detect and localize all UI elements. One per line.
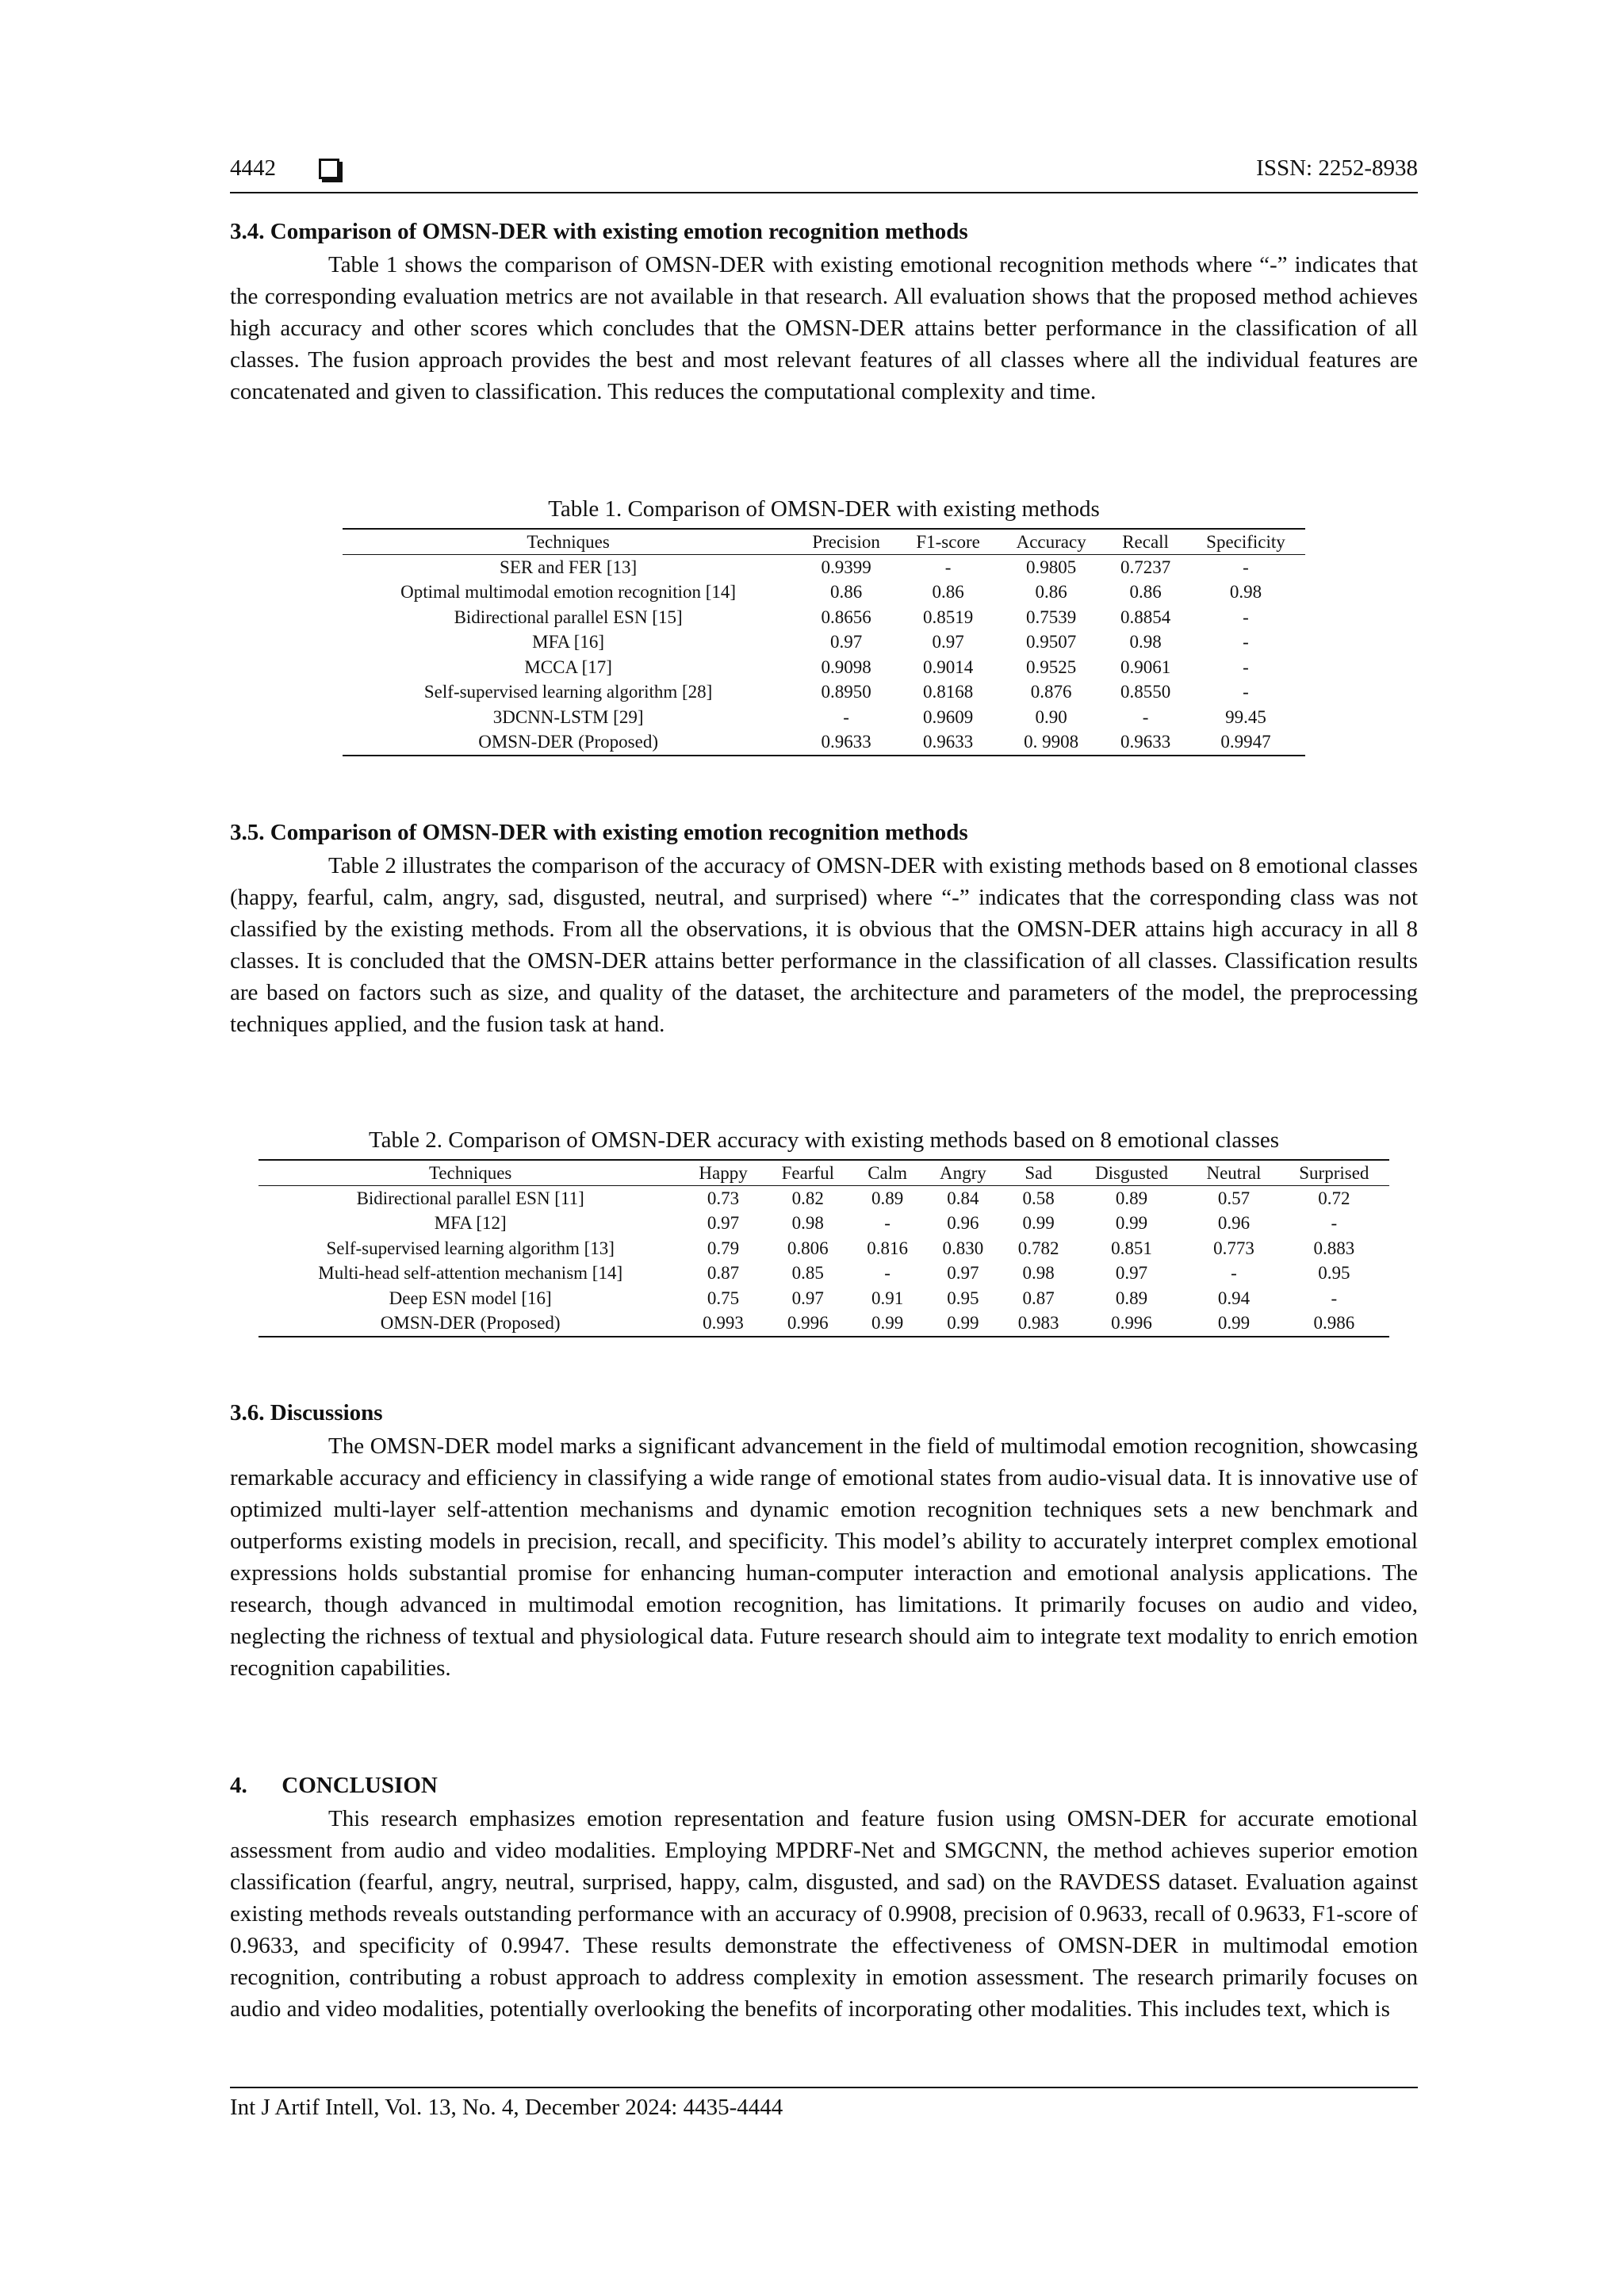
table1-cell: 0.9525 bbox=[1026, 656, 1077, 677]
table2-cell: 0.97 bbox=[791, 1288, 824, 1308]
table2-cell: - bbox=[884, 1263, 891, 1284]
table1-cell: 0.97 bbox=[932, 632, 964, 652]
table1-row bbox=[343, 655, 1305, 680]
table1-cell: 0.8950 bbox=[821, 682, 871, 702]
paragraph-3-4: Table 1 shows the comparison of OMSN-DER with existing emotional recognition methods where “-” indicates that the corresponding evaluation metrics are not available in that research. All evaluation shows that the proposed method achieves high accuracy and other scores which concludes that the OMSN-DER attains better performance in the classification of all classes. The fusion approach provides the best and most relevant features of all classes where all the individual features are concatenated and given to classification. This reduces the computational complexity and time. bbox=[230, 252, 1418, 404]
table2-cell: Bidirectional parallel ESN [11] bbox=[356, 1188, 584, 1208]
table2-header-cell: Angry bbox=[923, 1160, 1002, 1186]
table2-cell: 0.85 bbox=[791, 1263, 824, 1284]
table1-cell: 0.8519 bbox=[922, 607, 974, 627]
table1-cell: 0.9609 bbox=[922, 706, 974, 727]
table2-cell: 0.98 bbox=[791, 1213, 824, 1234]
table2-cell: 0.97 bbox=[1115, 1263, 1148, 1284]
table1-header-cell: Accuracy bbox=[998, 529, 1105, 555]
page-number: 4442 bbox=[230, 155, 276, 181]
table1-cell: 0.8854 bbox=[1120, 607, 1171, 627]
table2-cell: 0.96 bbox=[1217, 1213, 1251, 1234]
table2-caption: Table 2. Comparison of OMSN-DER accuracy with existing methods based on 8 emotional classes bbox=[368, 1127, 1280, 1153]
page-footer bbox=[230, 2087, 1418, 2121]
section-heading-3-5: 3.5. Comparison of OMSN-DER with existing emotion recognition methods bbox=[230, 820, 968, 845]
table2-cell: 0.95 bbox=[1318, 1263, 1350, 1284]
table2-cell: 0.89 bbox=[1115, 1288, 1148, 1308]
table1-cell: MCCA [17] bbox=[524, 656, 612, 677]
section-heading-4: 4. CONCLUSION bbox=[230, 1773, 438, 1798]
table1-cell: 0.7539 bbox=[1026, 607, 1077, 627]
table2-cell: - bbox=[1331, 1288, 1338, 1308]
table2-row bbox=[259, 1236, 1389, 1261]
table2-cell: 0.816 bbox=[867, 1238, 908, 1258]
table1-cell: 0.9633 bbox=[1105, 730, 1186, 756]
table2-cell: 0.87 bbox=[707, 1263, 740, 1284]
table1-cell: 0.86 bbox=[1035, 582, 1067, 603]
table1-row bbox=[343, 580, 1305, 606]
table1-cell: - bbox=[1243, 557, 1249, 577]
table2-cell: Self-supervised learning algorithm [13] bbox=[326, 1238, 615, 1258]
table1-cell: 0.9805 bbox=[1026, 557, 1077, 577]
table1-cell: 0.9507 bbox=[1026, 632, 1077, 652]
table1-header-cell: Techniques bbox=[343, 529, 794, 555]
table2-cell: 0.97 bbox=[707, 1213, 740, 1234]
table2-cell: 0.782 bbox=[1017, 1238, 1059, 1258]
table2-cell: 0.996 bbox=[1074, 1311, 1189, 1337]
table1-cell: Self-supervised learning algorithm [28] bbox=[423, 682, 713, 702]
table1-cell: 0.86 bbox=[1129, 582, 1162, 603]
page-header bbox=[230, 155, 1418, 193]
table2-cell: 0.79 bbox=[707, 1238, 740, 1258]
table1-row bbox=[343, 705, 1305, 730]
table2-cell: 0.996 bbox=[764, 1311, 852, 1337]
table2-cell: 0.98 bbox=[1022, 1263, 1055, 1284]
table2-cell: 0.983 bbox=[1002, 1311, 1074, 1337]
table1-cell: 0.86 bbox=[830, 582, 863, 603]
table2-cell: - bbox=[1231, 1263, 1237, 1284]
table2-cell: 0.58 bbox=[1022, 1188, 1055, 1208]
table2-row bbox=[259, 1286, 1389, 1311]
table2-header-cell: Surprised bbox=[1279, 1160, 1389, 1186]
table1-cell: - bbox=[843, 706, 849, 727]
table2-header-cell: Calm bbox=[852, 1160, 924, 1186]
table1-cell: 0.9014 bbox=[922, 656, 974, 677]
table2-cell: 0.91 bbox=[871, 1288, 904, 1308]
table1-cell: - bbox=[1243, 607, 1249, 627]
table2-cell: - bbox=[884, 1213, 891, 1234]
square-icon bbox=[319, 159, 339, 179]
table1-cell: Optimal multimodal emotion recognition [14] bbox=[400, 582, 737, 603]
table1-cell: 0.9633 bbox=[898, 730, 998, 756]
table2-cell: 0.89 bbox=[1115, 1188, 1148, 1208]
section-heading-3-4: 3.4. Comparison of OMSN-DER with existing emotion recognition methods bbox=[230, 219, 968, 244]
table2-header-cell: Sad bbox=[1002, 1160, 1074, 1186]
table2-header-cell: Happy bbox=[682, 1160, 764, 1186]
table1-header-cell: Precision bbox=[794, 529, 898, 555]
issn: ISSN: 2252-8938 bbox=[1256, 155, 1418, 181]
table2-cell: 0.82 bbox=[791, 1188, 824, 1208]
table1-cell: 99.45 bbox=[1225, 706, 1266, 727]
table2-cell: 0.84 bbox=[947, 1188, 979, 1208]
table2 bbox=[259, 1159, 1389, 1337]
table2-cell: 0.99 bbox=[1022, 1213, 1055, 1234]
table1-cell: MFA [16] bbox=[532, 632, 605, 652]
paragraph-3-6: The OMSN-DER model marks a significant advancement in the field of multimodal emotion recognition, showcasing remarkable accuracy and efficiency in classifying a wide range of emotional states from audio-visual data. It is innovative use of optimized multi-layer self-attention mechanisms and dynamic emotion recognition techniques sets a new benchmark and outperforms existing models in precision, recall, and specificity. This model’s ability to accurately interpret complex emotional expressions holds substantial promise for enhancing human-computer interaction and emotional analysis applications. The research, though advanced in multimodal emotion recognition, has limitations. It primarily focuses on audio and video, neglecting the richness of textual and physiological data. Future research should aim to integrate text modality to enrich emotion recognition capabilities. bbox=[230, 1433, 1418, 1681]
table2-cell: 0.851 bbox=[1111, 1238, 1152, 1258]
table1-row bbox=[343, 605, 1305, 630]
table2-cell: Multi-head self-attention mechanism [14] bbox=[318, 1263, 623, 1284]
table2-row bbox=[259, 1261, 1389, 1287]
table2-cell: 0.99 bbox=[923, 1311, 1002, 1337]
table1 bbox=[343, 528, 1305, 756]
section-heading-3-6: 3.6. Discussions bbox=[230, 1400, 383, 1425]
table2-cell: OMSN-DER (Proposed) bbox=[259, 1311, 682, 1337]
table1-cell: 0.876 bbox=[1030, 682, 1072, 702]
table1-cell: 0.9098 bbox=[821, 656, 871, 677]
table2-cell: MFA [12] bbox=[434, 1213, 507, 1234]
table1-cell: 0.98 bbox=[1229, 582, 1262, 603]
table1-cell: 0.8656 bbox=[821, 607, 871, 627]
table2-cell: 0.73 bbox=[707, 1188, 740, 1208]
table1-cell: - bbox=[1243, 656, 1249, 677]
table2-cell: 0.993 bbox=[682, 1311, 764, 1337]
table1-cell: Bidirectional parallel ESN [15] bbox=[454, 607, 683, 627]
table2-cell: 0.97 bbox=[947, 1263, 979, 1284]
table2-cell: 0.99 bbox=[1115, 1213, 1148, 1234]
table2-cell: 0.89 bbox=[871, 1188, 904, 1208]
table1-cell: 0.9061 bbox=[1120, 656, 1171, 677]
table2-cell: 0.94 bbox=[1217, 1288, 1251, 1308]
table1-cell: SER and FER [13] bbox=[500, 557, 638, 577]
table2-cell: 0.72 bbox=[1318, 1188, 1350, 1208]
table1-header-cell: Specificity bbox=[1186, 529, 1305, 555]
table1-cell: 0.8168 bbox=[922, 682, 974, 702]
table2-cell: 0.99 bbox=[1189, 1311, 1279, 1337]
table1-header-cell: Recall bbox=[1105, 529, 1186, 555]
table1-cell: - bbox=[1243, 682, 1249, 702]
table1-cell: 0.86 bbox=[932, 582, 964, 603]
table1-cell: 0.90 bbox=[1035, 706, 1067, 727]
table2-cell: 0.96 bbox=[947, 1213, 979, 1234]
table2-cell: 0.75 bbox=[707, 1288, 740, 1308]
table2-header-cell: Neutral bbox=[1189, 1160, 1279, 1186]
table2-cell: 0.99 bbox=[852, 1311, 924, 1337]
table2-cell: 0.830 bbox=[942, 1238, 984, 1258]
table1-cell: OMSN-DER (Proposed) bbox=[343, 730, 794, 756]
table1-cell: 0. 9908 bbox=[998, 730, 1105, 756]
table1-cell: - bbox=[1243, 632, 1249, 652]
table1-caption: Table 1. Comparison of OMSN-DER with existing methods bbox=[548, 496, 1100, 522]
table2-cell: 0.57 bbox=[1217, 1188, 1251, 1208]
table2-cell: Deep ESN model [16] bbox=[389, 1288, 552, 1308]
table2-row bbox=[259, 1211, 1389, 1237]
table2-header-cell: Techniques bbox=[259, 1160, 682, 1186]
table1-cell: - bbox=[1142, 706, 1149, 727]
table2-cell: 0.986 bbox=[1279, 1311, 1389, 1337]
table1-cell: 0.7237 bbox=[1120, 557, 1171, 577]
table1-cell: 0.9399 bbox=[821, 557, 871, 577]
table1-row bbox=[343, 630, 1305, 656]
table2-header-cell: Disgusted bbox=[1074, 1160, 1189, 1186]
table1-cell: 0.8550 bbox=[1120, 682, 1171, 702]
paragraph-4: This research emphasizes emotion representation and feature fusion using OMSN-DER for accurate emotional assessment from audio and video modalities. Employing MPDRF-Net and SMGCNN, the method achieves superior emotion classification (fearful, angry, neutral, surprised, happy, calm, disgusted, and sad) on the RAVDESS dataset. Evaluation against existing methods reveals outstanding performance with an accuracy of 0.9908, precision of 0.9633, recall of 0.9633, F1-score of 0.9633, and specificity of 0.9947. These results demonstrate the effectiveness of OMSN-DER in multimodal emotion recognition, contributing a robust approach to address complexity in emotion assessment. The research primarily focuses on audio and video modalities, potentially overlooking the benefits of incorporating other modalities. This includes text, which is bbox=[230, 1806, 1418, 2022]
table2-cell: 0.87 bbox=[1022, 1288, 1055, 1308]
table2-header-cell: Fearful bbox=[764, 1160, 852, 1186]
table2-cell: 0.883 bbox=[1313, 1238, 1355, 1258]
table2-row bbox=[259, 1311, 1389, 1337]
table1-cell: 0.9947 bbox=[1186, 730, 1305, 756]
table1-cell: - bbox=[944, 557, 952, 577]
footer-citation: Int J Artif Intell, Vol. 13, No. 4, December 2024: 4435-4444 bbox=[230, 2095, 783, 2120]
table1-row bbox=[343, 555, 1305, 580]
table2-cell: 0.95 bbox=[947, 1288, 979, 1308]
table1-cell: 0.98 bbox=[1129, 632, 1162, 652]
paragraph-3-5: Table 2 illustrates the comparison of the accuracy of OMSN-DER with existing methods based on 8 emotional classes (happy, fearful, calm, angry, sad, disgusted, neutral, and surprised) where “-” indicates that the corresponding class was not classified by the existing methods. From all the observations, it is obvious that the OMSN-DER attains high accuracy in all 8 classes. It is concluded that the OMSN-DER attains better performance in the classification of all classes. Classification results are based on factors such as size, and quality of the dataset, the architecture and parameters of the model, the preprocessing techniques applied, and the fusion task at hand. bbox=[230, 853, 1418, 1037]
table2-row bbox=[259, 1186, 1389, 1211]
table1-row bbox=[343, 680, 1305, 706]
table2-cell: 0.773 bbox=[1213, 1238, 1254, 1258]
table2-cell: - bbox=[1331, 1213, 1338, 1234]
table1-cell: 3DCNN-LSTM [29] bbox=[492, 706, 644, 727]
table2-cell: 0.806 bbox=[787, 1238, 829, 1258]
table1-row bbox=[343, 730, 1305, 756]
table1-cell: 0.97 bbox=[830, 632, 863, 652]
table1-cell: 0.9633 bbox=[794, 730, 898, 756]
table1-header-cell: F1-score bbox=[898, 529, 998, 555]
